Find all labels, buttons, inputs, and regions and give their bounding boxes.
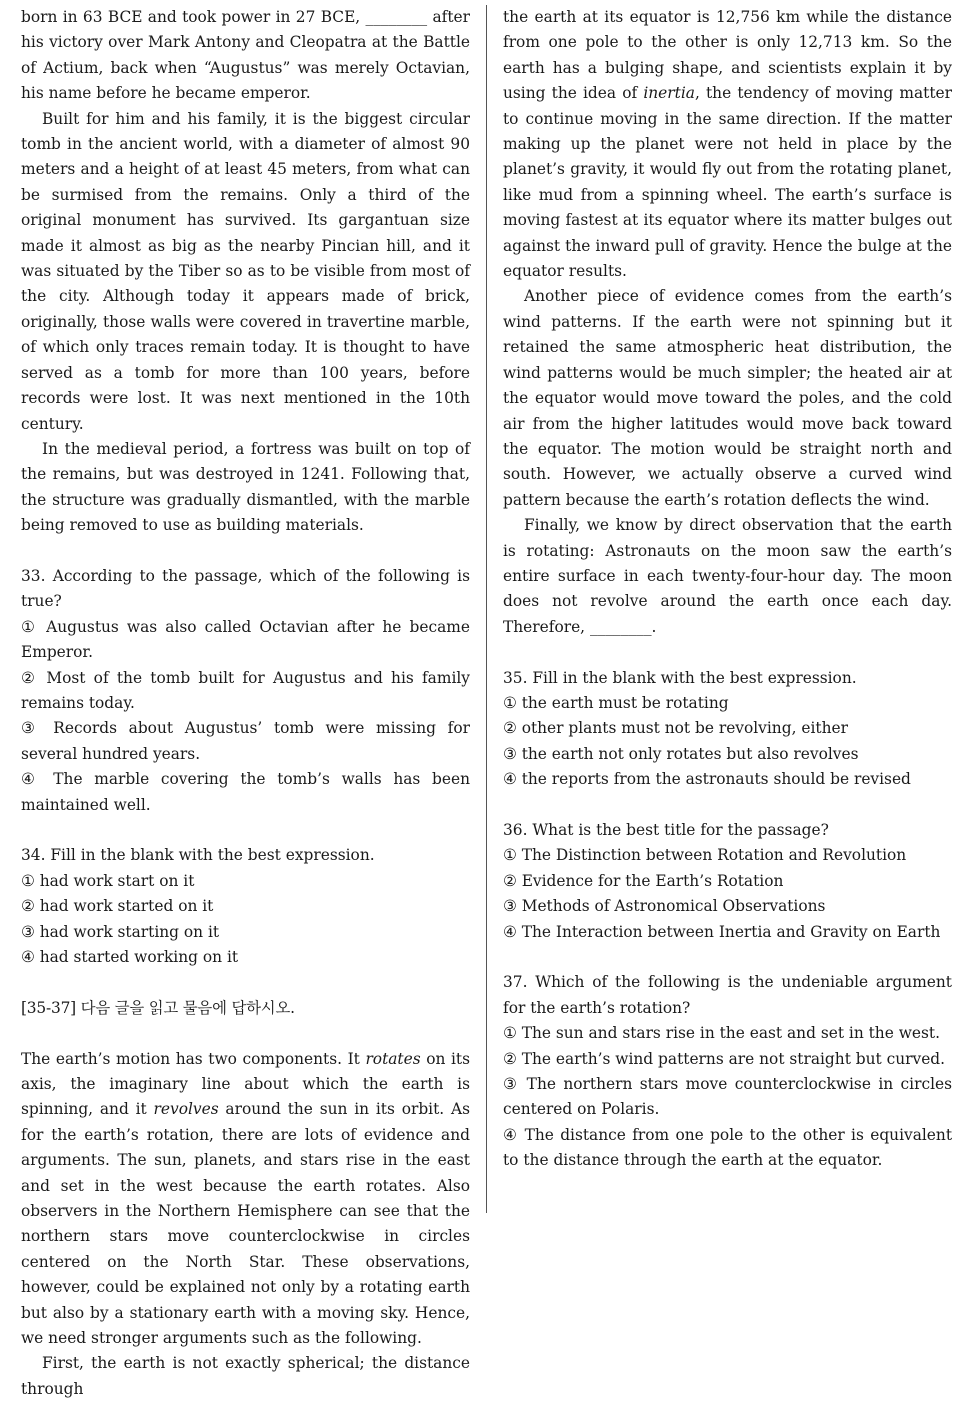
passage-b-paragraph-2-cont bbox=[503, 5, 952, 284]
question-34-option-4[interactable]: ④ had started working on it bbox=[21, 948, 239, 966]
section-instruction: [35-37] 다음 글을 읽고 물음에 답하시오. bbox=[21, 998, 295, 1017]
passage-b-text: around the sun in its orbit. As for the earth’s rotation, there are lots of evidence and arguments. The sun, planets, and stars rise in the east and set in the west because the earth rotates. Also observers in the Northern Hemisphere can see that the northern stars move counterclockwise in circles centered on the North Star. These observations, however, could be explained not only by a rotating earth but also by a stationary earth with a moving sky. Hence, we need stronger arguments such as the following. bbox=[21, 1100, 470, 1348]
question-36-option-2[interactable]: ② Evidence for the Earth’s Rotation bbox=[503, 871, 784, 890]
question-35-stem: 35. Fill in the blank with the best expression. bbox=[503, 668, 857, 687]
question-34-option-2[interactable]: ② had work started on it bbox=[21, 897, 214, 916]
spacer bbox=[21, 539, 470, 564]
question-37 bbox=[503, 970, 952, 1173]
question-37-option-3[interactable]: ③ The northern stars move counterclockwise in circles centered on Polaris. bbox=[503, 1075, 952, 1119]
spacer bbox=[21, 1021, 470, 1046]
passage-b-paragraph-1 bbox=[21, 1047, 470, 1352]
question-35-option-1[interactable]: ① the earth must be rotating bbox=[503, 693, 729, 712]
passage-a-paragraph-2: Built for him and his family, it is the biggest circular tomb in the ancient world, with a diameter of almost 90 meters and a height of at least 45 meters, from what can be surmised from the remains. Only a third of the original monument has survived. Its gargantuan size made it almost as big as the nearby Pincian hill, and it was situated by the Tiber so as to be visible from most of the city. Although today it appears made of brick, originally, those walls were covered in travertine marble, of which only traces remain today. It is thought to have served as a tomb for more than 100 years, before records were lost. It was next mentioned in the 10th century. bbox=[21, 109, 470, 433]
question-35-option-4[interactable]: ④ the reports from the astronauts should be revised bbox=[503, 770, 911, 789]
spacer bbox=[503, 793, 952, 818]
italic-term-inertia: inertia bbox=[643, 84, 695, 103]
passage-b-text: , the tendency of moving matter to continue moving in the same direction. If the matter making up the planet were not held in place by the planet’s gravity, it would fly out from the rotating planet, like mud from a spinning wheel. The earth’s surface is moving fastest at its equator where its matter bulges out against the inward pull of gravity. Hence the bulge at the equator results. bbox=[503, 84, 952, 281]
left-column bbox=[21, 5, 470, 1402]
passage-b-paragraph-3: Another piece of evidence comes from the earth’s wind patterns. If the earth were not spinning but it retained the same atmospheric heat distribution, the wind patterns would be much simpler; the heated air at the equator would move toward the poles, and the cold air from the higher latitudes would move back toward the equator. The motion would be straight north and south. However, we actually observe a curved wind pattern because the earth’s rotation deflects the wind. bbox=[503, 287, 952, 509]
spacer bbox=[503, 945, 952, 970]
passage-b-paragraph-2-start: First, the earth is not exactly spherical; the distance through bbox=[21, 1354, 470, 1398]
question-34-stem: 34. Fill in the blank with the best expression. bbox=[21, 846, 375, 865]
question-37-option-4[interactable]: ④ The distance from one pole to the other is equivalent to the distance through the earth at the equator. bbox=[503, 1125, 952, 1170]
question-36-option-1[interactable]: ① The Distinction between Rotation and Revolution bbox=[503, 846, 907, 865]
question-33-option-1[interactable]: ① Augustus was also called Octavian after he became Emperor. bbox=[21, 617, 470, 662]
passage-b-paragraph-4: Finally, we know by direct observation that the earth is rotating: Astronauts on the moon saw the earth’s entire surface in each twenty-four-hour day. The moon does not revolve around the earth once each day. Therefore, ________. bbox=[503, 516, 952, 636]
question-33-option-2[interactable]: ② Most of the tomb built for Augustus and his family remains today. bbox=[21, 668, 470, 712]
passage-a-paragraph-1: born in 63 BCE and took power in 27 BCE, ________ after his victory over Mark Antony and Cleopatra at the Battle of Actium, back when “Augustus” was merely Octavian, his name before he became emperor. bbox=[21, 8, 470, 103]
spacer bbox=[21, 818, 470, 843]
question-36-stem: 36. What is the best title for the passage? bbox=[503, 820, 829, 839]
question-35-option-3[interactable]: ③ the earth not only rotates but also revolves bbox=[503, 744, 859, 763]
question-34-option-1[interactable]: ① had work start on it bbox=[21, 871, 195, 890]
passage-a-paragraph-3: In the medieval period, a fortress was built on top of the remains, but was destroyed in 1241. Following that, the structure was gradually dismantled, with the marble being removed to use as building materials. bbox=[21, 439, 470, 535]
question-36-option-4[interactable]: ④ The Interaction between Inertia and Gravity on Earth bbox=[503, 922, 941, 941]
question-35 bbox=[503, 666, 952, 793]
question-37-option-1[interactable]: ① The sun and stars rise in the east and set in the west. bbox=[503, 1024, 940, 1043]
question-37-option-2[interactable]: ② The earth’s wind patterns are not straight but curved. bbox=[503, 1049, 946, 1068]
question-36 bbox=[503, 818, 952, 945]
spacer bbox=[21, 970, 470, 995]
question-35-option-2[interactable]: ② other plants must not be revolving, either bbox=[503, 719, 848, 738]
right-column bbox=[503, 5, 952, 1174]
question-33-stem: 33. According to the passage, which of the following is true? bbox=[21, 566, 470, 611]
question-33 bbox=[21, 564, 470, 818]
passage-b-text: the earth at its equator is 12,756 km while the distance from one pole to the other is only 12,713 km. So the earth has a bulging shape, and scientists explain it by using the idea of bbox=[503, 8, 952, 103]
column-divider bbox=[486, 5, 487, 1213]
question-37-stem: 37. Which of the following is the undeniable argument for the earth’s rotation? bbox=[503, 973, 952, 1017]
question-33-option-3[interactable]: ③ Records about Augustus’ tomb were missing for several hundred years. bbox=[21, 719, 470, 763]
question-34-option-3[interactable]: ③ had work starting on it bbox=[21, 922, 220, 941]
passage-b-text: The earth’s motion has two components. It bbox=[21, 1049, 366, 1068]
question-34 bbox=[21, 843, 470, 970]
italic-term-revolves: revolves bbox=[153, 1100, 219, 1119]
question-36-option-3[interactable]: ③ Methods of Astronomical Observations bbox=[503, 897, 826, 916]
spacer bbox=[503, 640, 952, 665]
italic-term-rotates: rotates bbox=[365, 1049, 421, 1068]
passage-b-text: on its axis, the imaginary line about which the earth is spinning, and it bbox=[21, 1049, 470, 1119]
question-33-option-4[interactable]: ④ The marble covering the tomb’s walls has been maintained well. bbox=[21, 770, 470, 814]
